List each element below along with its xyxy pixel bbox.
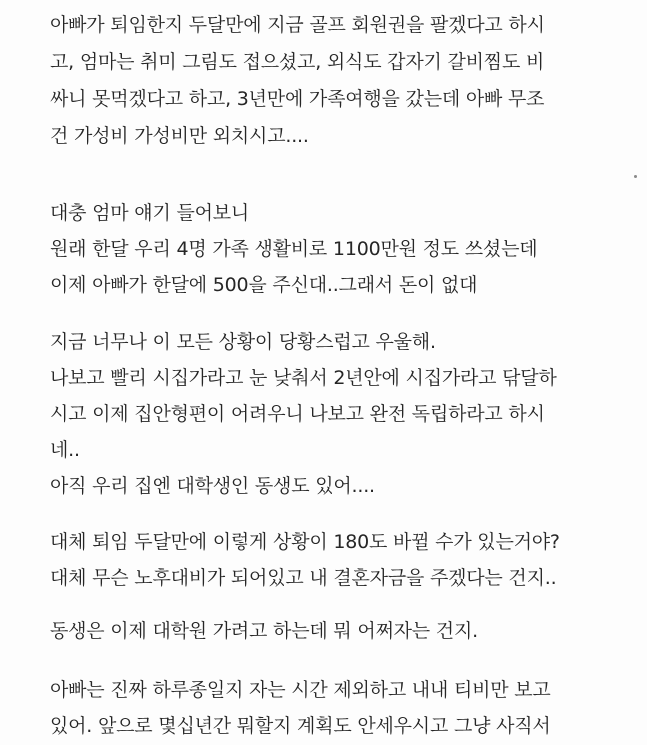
post-line: 고, 엄마는 취미 그림도 접으셨고, 외식도 갑자기 갈비찜도 비 [50, 51, 545, 73]
scroll-dot [634, 175, 637, 178]
post-line: 대체 퇴임 두달만에 이렇게 상황이 180도 바뀔 수가 있는거야? [50, 531, 560, 553]
post-line: 지금 너무나 이 모든 상황이 당황스럽고 우울해. [50, 331, 436, 353]
post-line: 건 가성비 가성비만 외치시고.... [50, 125, 309, 147]
post-line: 아빠는 진짜 하루종일지 자는 시간 제외하고 내내 티비만 보고 [50, 679, 551, 701]
post-line: 원래 한달 우리 4명 가족 생활비로 1100만원 정도 쓰셨는데 [50, 238, 538, 260]
post-line: 시고 이제 집안형편이 어려우니 나보고 완전 독립하라고 하시 [50, 403, 545, 425]
post-line: 있어. 앞으로 몇십년간 뭐할지 계획도 안세우시고 그냥 사직서 [50, 715, 551, 737]
post-line: 아직 우리 집엔 대학생인 동생도 있어.... [50, 475, 375, 497]
post-line: 아빠가 퇴임한지 두달만에 지금 골프 회원권을 팔겠다고 하시 [50, 14, 545, 36]
post-line: 싸니 못먹겠다고 하고, 3년만에 가족여행을 갔는데 아빠 무조 [50, 88, 545, 110]
post-line: 나보고 빨리 시집가라고 눈 낮춰서 2년안에 시집가라고 닦달하 [50, 367, 557, 389]
post-line: 네.. [50, 439, 80, 461]
post-line: 대충 엄마 얘기 들어보니 [50, 202, 250, 224]
post-line: 이제 아빠가 한달에 500을 주신대..그래서 돈이 없대 [50, 274, 478, 296]
post-line: 대체 무슨 노후대비가 되어있고 내 결혼자금을 주겠다는 건지.. [50, 567, 557, 589]
post-line: 동생은 이제 대학원 가려고 하는데 뭐 어쩌자는 건지. [50, 620, 478, 642]
